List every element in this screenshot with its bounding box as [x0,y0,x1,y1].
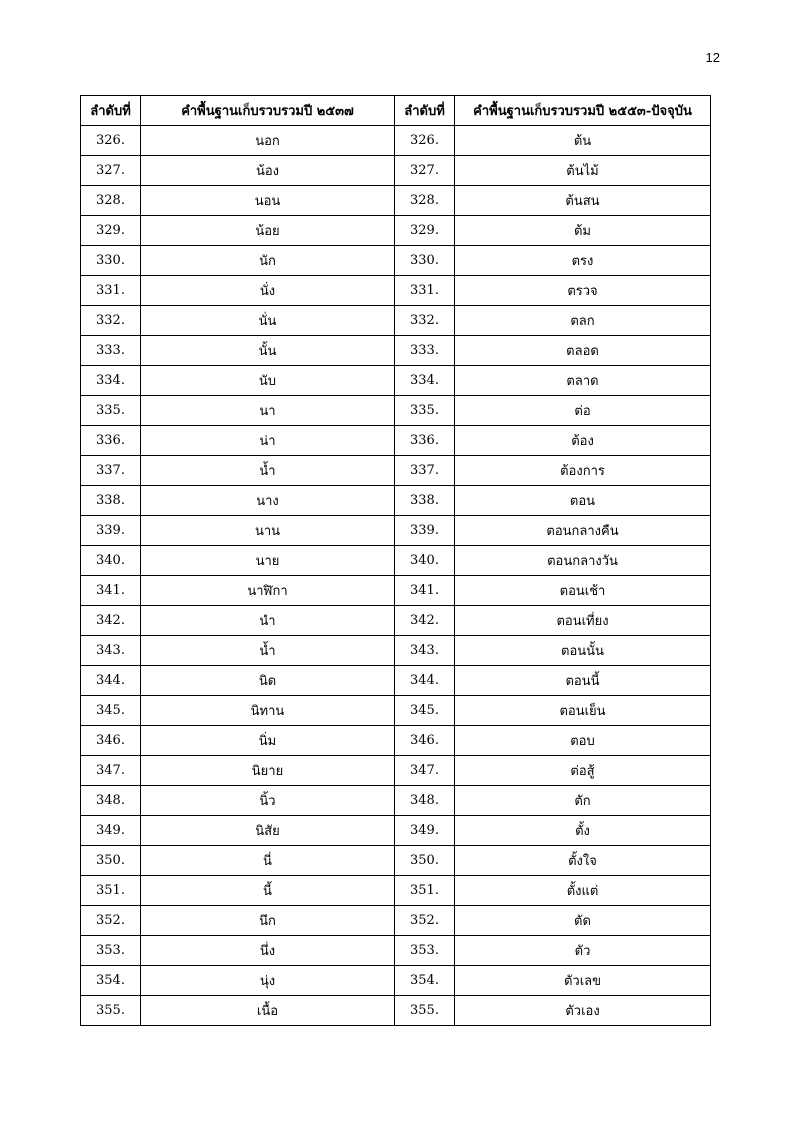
word-2553-cell: ตอนเที่ยง [455,606,711,636]
order-cell: 332. [395,306,455,336]
table-row [81,726,711,756]
word-2553-cell: ต้นสน [455,186,711,216]
table-row [81,516,711,546]
order-cell: 352. [395,906,455,936]
order-cell: 338. [81,486,141,516]
order-cell: 348. [395,786,455,816]
table-row [81,966,711,996]
table-row [81,816,711,846]
order-cell: 327. [81,156,141,186]
order-cell: 334. [395,366,455,396]
order-cell: 339. [81,516,141,546]
table-row [81,756,711,786]
word-2537-cell: นี่ [141,846,395,876]
table-row [81,126,711,156]
table-row [81,366,711,396]
word-2537-cell: นัก [141,246,395,276]
word-2553-cell: ตัวเอง [455,996,711,1026]
order-cell: 352. [81,906,141,936]
word-2537-cell: นา [141,396,395,426]
order-cell: 331. [81,276,141,306]
word-2537-cell: เนื้อ [141,996,395,1026]
table-row [81,636,711,666]
order-cell: 329. [81,216,141,246]
table-row [81,216,711,246]
order-cell: 326. [395,126,455,156]
header-row [81,96,711,126]
order-cell: 343. [395,636,455,666]
order-cell: 355. [81,996,141,1026]
word-2553-cell: ตอน [455,486,711,516]
order-cell: 340. [81,546,141,576]
order-cell: 327. [395,156,455,186]
word-2553-cell: ต้อง [455,426,711,456]
word-2537-cell: น้ำ [141,636,395,666]
order-cell: 330. [395,246,455,276]
table-header [81,96,711,126]
table-row [81,786,711,816]
order-cell: 344. [81,666,141,696]
word-2537-cell: นิ่ม [141,726,395,756]
order-cell: 342. [81,606,141,636]
table-row [81,156,711,186]
table-row [81,246,711,276]
order-cell: 339. [395,516,455,546]
order-cell: 347. [395,756,455,786]
header-order-1: ลำดับที่ [81,96,141,126]
table-row [81,306,711,336]
header-words-2537: คำพื้นฐานเก็บรวบรวมปี ๒๕๓๗ [141,96,395,126]
word-2553-cell: ตอนเช้า [455,576,711,606]
word-2537-cell: นั่ง [141,276,395,306]
word-2553-cell: ตลาด [455,366,711,396]
word-2553-cell: ตัด [455,906,711,936]
order-cell: 333. [81,336,141,366]
word-2553-cell: ตลก [455,306,711,336]
order-cell: 346. [395,726,455,756]
order-cell: 328. [81,186,141,216]
header-words-2553-present: คำพื้นฐานเก็บรวบรวมปี ๒๕๕๓-ปัจจุบัน [455,96,711,126]
order-cell: 333. [395,336,455,366]
word-2553-cell: ตอบ [455,726,711,756]
word-2537-cell: นาน [141,516,395,546]
order-cell: 349. [395,816,455,846]
order-cell: 337. [395,456,455,486]
word-2553-cell: ต้น [455,126,711,156]
order-cell: 342. [395,606,455,636]
word-2553-cell: ต่อ [455,396,711,426]
order-cell: 346. [81,726,141,756]
order-cell: 345. [81,696,141,726]
order-cell: 354. [395,966,455,996]
word-2537-cell: นิสัย [141,816,395,846]
word-2537-cell: นาฬิกา [141,576,395,606]
word-2553-cell: ตอนนี้ [455,666,711,696]
order-cell: 348. [81,786,141,816]
word-2537-cell: นาย [141,546,395,576]
table-row [81,876,711,906]
order-cell: 345. [395,696,455,726]
order-cell: 329. [395,216,455,246]
order-cell: 344. [395,666,455,696]
word-2537-cell: นำ [141,606,395,636]
word-2553-cell: ตอนเย็น [455,696,711,726]
word-2553-cell: ตัก [455,786,711,816]
word-2537-cell: นึก [141,906,395,936]
word-2537-cell: นอน [141,186,395,216]
table-row [81,996,711,1026]
word-2553-cell: ต้ม [455,216,711,246]
word-2537-cell: น้อง [141,156,395,186]
word-2537-cell: น้อย [141,216,395,246]
table-row [81,546,711,576]
word-2537-cell: นุ่ง [141,966,395,996]
word-2537-cell: นับ [141,366,395,396]
word-2553-cell: ต้นไม้ [455,156,711,186]
word-2553-cell: ตั้งแต่ [455,876,711,906]
order-cell: 328. [395,186,455,216]
word-2553-cell: ตั้ง [455,816,711,846]
word-2537-cell: นึ่ง [141,936,395,966]
word-2553-cell: ตอนกลางวัน [455,546,711,576]
table-row [81,846,711,876]
word-2537-cell: นั้น [141,336,395,366]
word-2553-cell: ตลอด [455,336,711,366]
word-2553-cell: ต่อสู้ [455,756,711,786]
order-cell: 332. [81,306,141,336]
table-row [81,696,711,726]
header-order-2: ลำดับที่ [395,96,455,126]
word-2553-cell: ต้องการ [455,456,711,486]
word-comparison-table [80,95,711,1026]
word-2553-cell: ตั้งใจ [455,846,711,876]
word-2553-cell: ตอนนั้น [455,636,711,666]
order-cell: 340. [395,546,455,576]
order-cell: 351. [81,876,141,906]
order-cell: 353. [395,936,455,966]
table-row [81,396,711,426]
order-cell: 350. [395,846,455,876]
order-cell: 335. [81,396,141,426]
order-cell: 349. [81,816,141,846]
table-body [81,126,711,1026]
table-row [81,426,711,456]
table-row [81,936,711,966]
word-2537-cell: นั่น [141,306,395,336]
order-cell: 331. [395,276,455,306]
order-cell: 330. [81,246,141,276]
table-row [81,576,711,606]
order-cell: 338. [395,486,455,516]
order-cell: 326. [81,126,141,156]
table-row [81,186,711,216]
word-2537-cell: นิ้ว [141,786,395,816]
order-cell: 336. [395,426,455,456]
order-cell: 341. [395,576,455,606]
word-2537-cell: นิยาย [141,756,395,786]
word-2553-cell: ตรง [455,246,711,276]
order-cell: 355. [395,996,455,1026]
word-2537-cell: นี้ [141,876,395,906]
order-cell: 341. [81,576,141,606]
word-2537-cell: นิทาน [141,696,395,726]
order-cell: 350. [81,846,141,876]
order-cell: 334. [81,366,141,396]
table-row [81,336,711,366]
order-cell: 335. [395,396,455,426]
table-row [81,606,711,636]
word-2553-cell: ตัวเลข [455,966,711,996]
word-2537-cell: น้ำ [141,456,395,486]
table-row [81,666,711,696]
word-2537-cell: นิด [141,666,395,696]
table-row [81,486,711,516]
order-cell: 337. [81,456,141,486]
order-cell: 354. [81,966,141,996]
order-cell: 347. [81,756,141,786]
order-cell: 351. [395,876,455,906]
word-2537-cell: น่า [141,426,395,456]
word-2537-cell: นาง [141,486,395,516]
page-number: 12 [705,50,720,65]
order-cell: 336. [81,426,141,456]
word-2537-cell: นอก [141,126,395,156]
table-row [81,456,711,486]
order-cell: 353. [81,936,141,966]
word-2553-cell: ตอนกลางคืน [455,516,711,546]
table-row [81,906,711,936]
word-2553-cell: ตัว [455,936,711,966]
table-row [81,276,711,306]
order-cell: 343. [81,636,141,666]
word-2553-cell: ตรวจ [455,276,711,306]
